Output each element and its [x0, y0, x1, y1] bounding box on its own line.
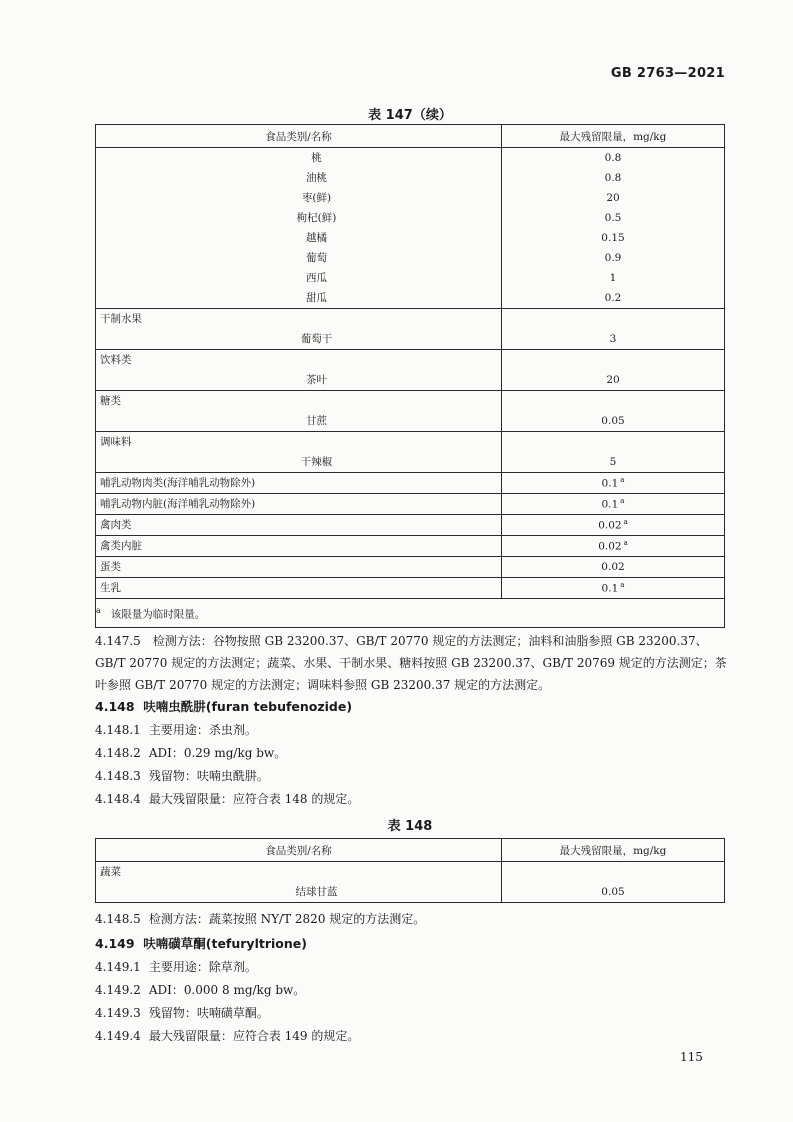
clause-text: 最大残留限量：应符合表 149 的规定。: [148, 1029, 360, 1043]
limit-value: 0.1: [601, 477, 619, 490]
table-row: [96, 309, 725, 350]
clause-number: 4.148.4: [95, 792, 141, 806]
temporary-mark: a: [620, 497, 625, 506]
clause: [95, 1027, 359, 1044]
food-category: 饮料类: [100, 354, 132, 366]
note-mark: a: [96, 606, 101, 615]
paragraph-4-147-5: 4.147.5 检测方法：谷物按照 GB 23200.37、GB/T 20770 规定的方法测定；油料和油脂参照 GB 23200.37、GB/T 20770 规定的方法测定；蔬菜、水果、干制水果、糖料按照 GB 23200.37、GB/T 20769 规定的方法测定；茶叶参照 GB/T 20770 规定的方法测定；调味料参照 GB 23200.37 规定的方法测定。: [95, 634, 727, 692]
food-category: 哺乳动物内脏(海洋哺乳动物除外): [100, 498, 256, 510]
column-header-limit: 最大残留限量，mg/kg: [502, 125, 725, 148]
clause-text: ADI：0.29 mg/kg bw。: [148, 746, 287, 760]
table-148-caption: 表 148: [387, 819, 433, 834]
clause-text: 主要用途：杀虫剂。: [148, 723, 257, 737]
clause: [95, 767, 269, 784]
food-category: 蛋类: [100, 561, 121, 573]
clause-text: 主要用途：除草剂。: [148, 960, 257, 974]
table-147: [95, 124, 725, 628]
temporary-mark: a: [623, 518, 628, 527]
food-name: 干辣椒: [300, 456, 333, 468]
limit-value: 5: [609, 456, 617, 468]
table-row: [96, 536, 725, 557]
table-row: [96, 862, 725, 903]
food-name: 甜瓜: [306, 292, 327, 304]
limit-value: 0.1: [601, 498, 619, 511]
page-number: 115: [680, 1050, 703, 1064]
fruit-values-cell: [502, 148, 725, 309]
food-name: 甘蔗: [306, 415, 327, 427]
food-category: 哺乳动物肉类(海洋哺乳动物除外): [100, 477, 256, 489]
temporary-mark: a: [620, 476, 625, 485]
food-category: 糖类: [100, 395, 121, 407]
limit-value: 3: [609, 333, 617, 345]
note-text: 该限量为临时限量。: [110, 608, 206, 621]
table-148: [95, 838, 725, 903]
limit-value: 0.1: [601, 582, 619, 595]
clause-number: 4.149.4: [95, 1029, 141, 1043]
table-row: [96, 515, 725, 536]
clause-number: 4.149.1: [95, 960, 141, 974]
clause: [95, 790, 359, 807]
section-number: 4.149: [95, 936, 135, 951]
section-4-149-heading: [95, 934, 307, 952]
temporary-mark: a: [620, 581, 625, 590]
clause-number: 4.148.1: [95, 723, 141, 737]
limit-value: 0.2: [604, 292, 622, 304]
limit-value: 1: [609, 272, 617, 284]
limit-value: 0.05: [601, 886, 625, 898]
clause: [95, 1004, 269, 1021]
column-header-name: 食品类别/名称: [96, 839, 502, 862]
clause-number: 4.149.2: [95, 983, 141, 997]
limit-value: 0.02: [598, 519, 622, 532]
temporary-mark: a: [623, 539, 628, 548]
table-row: [96, 578, 725, 599]
clause-text: 残留物：呋喃磺草酮。: [148, 1006, 269, 1020]
food-name: 西瓜: [306, 272, 327, 284]
clause-number: 4.149.3: [95, 1006, 141, 1020]
table-header-row: [96, 125, 725, 148]
section-number: 4.148: [95, 699, 135, 714]
column-header-name: 食品类别/名称: [96, 125, 502, 148]
clause-text: 最大残留限量：应符合表 148 的规定。: [148, 792, 360, 806]
table-header-row: [96, 839, 725, 862]
clause-number: 4.148.3: [95, 769, 141, 783]
table-note-row: [96, 599, 725, 628]
fruit-names-cell: [96, 148, 502, 309]
limit-value: 20: [606, 374, 620, 386]
limit-value: 0.15: [601, 232, 625, 244]
clause-text: 检测方法：蔬菜按照 NY/T 2820 规定的方法测定。: [148, 912, 426, 926]
food-category: 禽肉类: [100, 519, 132, 531]
food-category: 干制水果: [100, 313, 142, 325]
table-row: [96, 473, 725, 494]
clause-text: ADI：0.000 8 mg/kg bw。: [148, 983, 306, 997]
clause-number: 4.148.2: [95, 746, 141, 760]
food-category: 调味料: [100, 436, 132, 448]
table-row: [96, 391, 725, 432]
section-title: 呋喃磺草酮(tefuryltrione): [143, 936, 307, 951]
food-name: 枣(鲜): [301, 192, 332, 204]
section-title: 呋喃虫酰肼(furan tebufenozide): [143, 699, 353, 714]
food-name: 枸杞(鲜): [296, 212, 337, 224]
food-name: 结球甘蓝: [295, 886, 338, 898]
clause: [95, 910, 425, 927]
table-row: [96, 494, 725, 515]
clause: [95, 744, 286, 761]
section-4-148-heading: [95, 697, 352, 715]
limit-value: 0.05: [601, 415, 625, 427]
food-category: 蔬菜: [100, 866, 121, 878]
table-row: [96, 557, 725, 578]
clause: [95, 958, 257, 975]
limit-value: 0.02: [598, 540, 622, 553]
clause: [95, 721, 257, 738]
food-name: 葡萄干: [300, 333, 333, 345]
column-header-limit: 最大残留限量，mg/kg: [502, 839, 725, 862]
table-row: [96, 350, 725, 391]
food-name: 油桃: [306, 172, 327, 184]
table-row: [96, 148, 725, 309]
clause-text: 残留物：呋喃虫酰肼。: [148, 769, 269, 783]
food-name: 葡萄: [306, 252, 327, 264]
table-note: [96, 599, 725, 628]
food-name: 桃: [311, 152, 322, 164]
food-name: 茶叶: [306, 374, 327, 386]
limit-value: 20: [606, 192, 620, 204]
limit-value: 0.5: [604, 212, 622, 224]
food-category: 禽类内脏: [100, 540, 142, 552]
table-row: [96, 432, 725, 473]
clause-number: 4.148.5: [95, 912, 141, 926]
food-name: 越橘: [306, 232, 327, 244]
limit-value: 0.9: [604, 252, 622, 264]
limit-value: 0.02: [601, 561, 625, 573]
standard-number: GB 2763—2021: [610, 66, 725, 81]
clause: [95, 981, 305, 998]
table-147-caption: 表 147（续）: [368, 108, 452, 123]
limit-value: 0.8: [604, 172, 622, 184]
food-category: 生乳: [100, 582, 121, 594]
limit-value: 0.8: [604, 152, 622, 164]
